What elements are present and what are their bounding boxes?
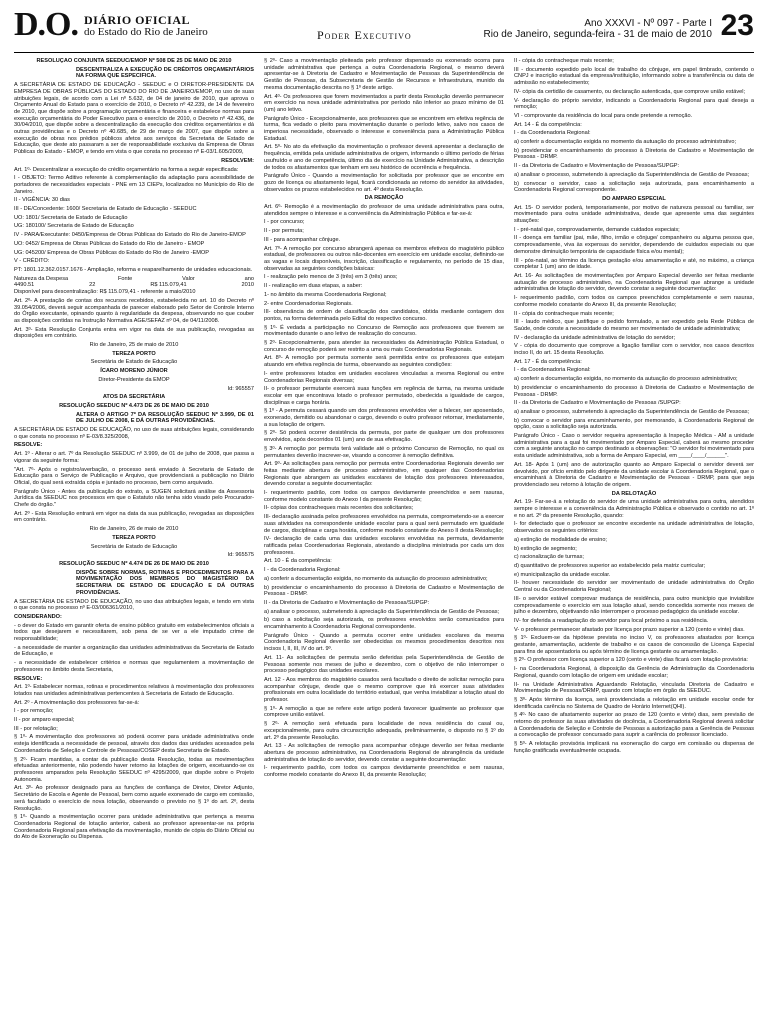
paragraph: § 2º- Só poderá ocorrer desistência da permuta, por parte de qualquer um dos professores envolvidos, após decorridos 01 (um) ano de sua efetivação. xyxy=(264,430,504,444)
paragraph: Art. 5º- No ato da efetivação da movimentação o professor deverá apresentar a declaração de frequência, emitida pela unidade administrativa de origem, informando o último período de férias usufruído e ano de competência, último dia de exercício na Unidade Administrativa, a descrição de todos os afastamentos que tenham em seu histórico de ocorrência e frequência. xyxy=(264,144,504,171)
paragraph: Art. 16- As solicitações de movimentações por Amparo Especial deverão ser feitas mediante autuação de processo administrativo, na Coordenadoria Regional que abrange a unidade administrativa de lotação do servidor, devendo constar a seguinte documentação: xyxy=(514,272,754,293)
paragraph: Rio de Janeiro, 25 de maio de 2010 xyxy=(89,342,179,349)
issue-info xyxy=(484,18,712,40)
paragraph: b) convocar o servidor para encaminhamento, por memorando, à Coordenadoria Regional de opção, caso a solicitação seja autorizada. xyxy=(514,417,754,431)
paragraph: b) providenciar o encaminhamento do processo à Diretoria de Cadastro e Movimentação de Pessoas - DRMP. xyxy=(514,384,754,398)
paragraph: Parágrafo Único - Antes da publicação do extrato, a SUGEN solicitará análise da Assessoria Jurídica da SEEDUC nos processos em que o Estatuto não tenha sido visado pelo Procurador-Chefe do órgão." xyxy=(14,488,254,509)
paragraph: a) conferir a documentação exigida no momento da autuação do processo administrativo; xyxy=(514,139,737,146)
paragraph: DISPÕE SOBRE NORMAS, ROTINAS E PROCEDIMENTOS PARA A MOVIMENTAÇÃO DOS MEMBROS DO MAGISTÉRIO DA SECRETARIA DE ESTADO DE EDUCAÇÃO E DÁ OUTRAS PROVIDÊNCIAS. xyxy=(76,569,254,596)
paragraph: III - documento expedido pelo local de trabalho do cônjuge, em papel timbrado, contendo o CNPJ e inscrição estadual da empresa/instituição, informando sobre a transferência ou data de admissão no estabelecimento; xyxy=(514,66,754,87)
gazette-title: DIÁRIO OFICIAL xyxy=(84,13,191,27)
paragraph: "Art. 7º- Após o registro/averbação, o processo será enviado à Secretaria de Estado de Educação para o Serviço de Publicação e Arquivo, que providenciará a publicação no Diário Oficial, do qual será extraída cópia e juntado no processo, bem como arquivado. xyxy=(14,466,254,486)
paragraph: II - da Diretoria de Cadastro e Movimentação de Pessoas /SUPGP: xyxy=(514,400,681,407)
paragraph: II- cópias dos contracheques mais recentes dos solicitantes; xyxy=(264,505,414,512)
section-heading: TEREZA PORTO xyxy=(112,350,156,357)
paragraph: § 2º- Caso a movimentação pleiteada pelo professor dispensado ou exonerado ocorra para unidade administrativa que pertença a outra Coordenadoria Regional, o mesmo deverá apresentar-se à Diretoria de Cadastro e Movimentação de Pessoas da Superintendência de Gestão de Pessoas, da Subsecretaria de Gestão de Recursos e Infraestrutura, munido da mesma documentação descrita no § 1º deste artigo. xyxy=(264,58,504,91)
paragraph: § 3º- Após término da licença, será providenciada a relotação em unidade escolar onde for identificada carência no Sistema de Quadro de Horário Internet(QHI). xyxy=(514,696,754,710)
paragraph: UG: 180100/ Secretaria de Estado de Educação xyxy=(14,223,134,230)
paragraph: Secretária de Estado de Educação xyxy=(90,543,178,550)
text-column-2 xyxy=(264,58,504,1016)
paragraph: Art. 3º- Ao professor designado para as funções de confiança de Diretor, Diretor Adjunto, Secretário de Escola e Agente de Pessoal, bem como aquele exonerado de cargo em comissão, será facultado o exercício de nova lotação, observando o previsto no § 1º do art. 2º, desta Resolução. xyxy=(14,785,254,812)
paragraph: Art. 13 - As solicitações de remoção para acompanhar cônjuge deverão ser feitas mediante abertura de processo administrativo, na Coordenadoria Regional de abrangência da unidade administrativa de lotação do servidor, devendo constar a seguinte documentação: xyxy=(264,743,504,763)
table-cell: Natureza da Despesa xyxy=(14,275,69,282)
paragraph: Art. 12 - Aos membros do magistério casados será facultado o direito de solicitar remoção para acompanhar cônjuge, desde que o mesmo comprove que irá exercer suas atividades profissionais em outra localidade do território estadual, que venha inviabilizar a lotação atual do professor. xyxy=(264,676,504,704)
paragraph: II - cópia do contracheque mais recente; xyxy=(514,310,614,317)
paragraph: I - da Coordenadoria Regional: xyxy=(264,567,341,574)
paragraph: Secretária de Estado de Educação xyxy=(90,359,178,366)
paragraph: I- entre professores lotados em unidades escolares vinculadas a mesma Regional ou entre Coordenadorias Regionais diversas; xyxy=(264,370,504,384)
table-row xyxy=(14,276,254,283)
table-cell: Valor xyxy=(182,275,195,282)
paragraph: Art. 10 - É da competência: xyxy=(264,558,332,565)
paragraph: RESOLVEM: xyxy=(221,157,254,164)
paragraph: § 1º- Quando a movimentação ocorrer para unidade administrativa que pertença a mesma Coordenadoria Regional de lotação anterior, caberá ao professor apresentar-se na própria Coordenadoria Regional para efetivação da movimentação, munido de cópia do Diário Oficial ou do Ato de Exoneração ou Dispensa. xyxy=(14,814,254,841)
paragraph: II - realização em duas etapas, a saber: xyxy=(264,283,363,290)
paragraph: I - por remoção; xyxy=(14,708,54,715)
paragraph: d) quantitativo de professores superior ao estabelecido pela matriz curricular; xyxy=(514,563,706,569)
paragraph: I - realização pelo menos de 3 (três) em 3 (três) anos; xyxy=(264,274,398,281)
paragraph: § 2º- Ficam mantidas, a contar da publicação desta Resolução, todas as movimentações efetuadas anteriormente, não podendo haver retorno às lotações de origem, excetuando-se os professores amparados pela Resolução SEEDUC nº 4295/2009, que dispõe sobre o Projeto Autonomia. xyxy=(14,756,254,783)
paragraph: I - da Coordenadoria Regional: xyxy=(514,367,591,374)
paragraph: Art. 4º- Os professores que forem movimentados a partir desta Resolução deverão permanecer em exercício na nova unidade administrativa por período não inferior ao prazo mínimo de 01 (um) ano letivo. xyxy=(264,93,504,113)
paragraph: - a necessidade de estabelecer critérios e normas que regulamentem a movimentação de professores no âmbito desta Secretaria, xyxy=(14,660,254,673)
paragraph: Parágrafo Único - Caso o servidor requeira apresentação à Inspeção Médica - AM a unidade administrativa para a qual foi movimentado por Amparo Especial, caberá ao mesmo proceder com a seguinte anotação no campo destinado a observações: "O servidor foi movimentado para esta unidade administrativa, sob a forma de Amparo Especial, em ____/____/______". xyxy=(514,433,754,460)
paragraph: Rio de Janeiro, 26 de maio de 2010 xyxy=(89,526,179,533)
gazette-subtitle: do Estado do Rio de Janeiro xyxy=(84,26,208,38)
paragraph: III- observância de ordem de classificação dos candidatos, obtida mediante contagem dos pontos, na forma determinada pelo Edital do respectivo concurso. xyxy=(264,309,504,322)
paragraph: I - pré-natal que, comprovadamente, demande cuidados especiais; xyxy=(514,226,680,233)
paragraph: II - da Diretoria de Cadastro e Movimentação de Pessoas/SUPGP: xyxy=(514,163,680,170)
paragraph: II- o professor permutante exercerá suas funções em regência de turma, na mesma unidade escolar em que encontrava lotado o professor permutado, obedecida a igualdade de cargos, disciplinas e carga horária. xyxy=(264,386,504,406)
paragraph: I- for detectado que o professor se encontre excedente na unidade administrativa de lotação, observados os seguintes critérios: xyxy=(514,521,754,535)
paragraph: a) extinção de modalidade de ensino; xyxy=(514,536,607,543)
paragraph: Disponível para descentralização: R$ 115.079,41 - referente a maio/2010 xyxy=(14,289,196,296)
paragraph: II - por permuta; xyxy=(264,228,304,235)
paragraph: § 1º- É vedada a participação no Concurso de Remoção aos professores que tiverem se movimentado durante o ano letivo de realização do concurso. xyxy=(264,324,504,338)
paragraph: a) analisar o processo, submetendo à apreciação da Superintendência de Gestão de Pessoas; xyxy=(514,171,750,178)
paragraph: Art. 1º- Estabelecer normas, rotinas e procedimentos relativos à movimentação dos professores lotados nas unidades administrativas pertencentes à Secretaria de Estado de Educação. xyxy=(14,684,254,697)
section-name: Poder Executivo xyxy=(317,28,412,42)
paragraph: Art. 2º- A prestação de contas dos recursos recebidos, estabelecida no art. 10 do Decreto nº 39.054/2006, deverá seguir acompanhada de parecer elaborado pelo Setor de Controle Interno do Órgão executante, opinando quanto à regularidade da despesa, observando no que couber as disposições contidas na Instrução Normativa AGE/SEFAZ nº 04, de 04/11/2008. xyxy=(14,297,254,324)
paragraph: ALTERA O ARTIGO 7º DA RESOLUÇÃO SEEDUC Nº 3.999, DE 01 DE JULHO DE 2008, E DÁ OUTRAS PROVIDÊNCIAS. xyxy=(76,411,254,425)
paragraph: § 2º- A remoção será efetuada para localidade de nova residência do casal ou, excepcionalmente, para outra circunscrição adequada, preliminarmente, o disposto no § 1º do art. 2º da presente Resolução. xyxy=(264,721,504,741)
paragraph: Art. 8º- A remoção por permuta somente será permitida entre os professores que estejam atuando em efetiva regência de turma, observando as seguintes condições: xyxy=(264,355,504,369)
paragraph: PT: 1801.12.362.0157.1676 - Ampliação, reforma e reaparelhamento de unidades educacionais. xyxy=(14,266,253,273)
paragraph: IV - PARA/Executante: 0450/Empresa de Obras Públicas do Estado do Rio de Janeiro-EMOP xyxy=(14,232,246,239)
section-heading: RESOLUÇÃO CONJUNTA SEEDUC/EMOP Nº 508 DE 25 DE MAIO DE 2010 xyxy=(36,58,232,64)
paragraph: b) providenciar o encaminhamento do processo à Diretoria de Cadastro e Movimentação de Pessoas - DRMP. xyxy=(514,147,754,161)
paragraph: III- declaração assinada pelos professores envolvidos na permuta, comprometendo-se a exercer suas atividades na correspondente unidade escolar para a qual será permutado em igualdade de cargos, disciplinas e carga horária, conforme modelo constante do Anexo II desta Resolução; xyxy=(264,514,504,534)
paragraph: Diretor-Presidente da EMOP xyxy=(98,376,170,383)
paragraph: b) convocar o servidor, caso a solicitação seja autorizada, para encaminhamento a Coordenadoria Regional correspondente. xyxy=(514,180,754,194)
paragraph: RESOLVE: xyxy=(14,675,43,682)
paragraph: II - por amparo especial; xyxy=(14,717,75,724)
text-column-1 xyxy=(14,58,254,1016)
paragraph: II - da Diretoria de Cadastro e Movimentação de Pessoas/SUPGP: xyxy=(264,599,430,606)
paragraph: Parágrafo Único - Excepcionalmente, aos professores que se encontrem em efetiva regência de turma, fica vedado o pleito para movimentação durante o período letivo, salvo nos casos de imperiosa necessidade, observado o interesse e conveniência para a Administração Pública Estadual. xyxy=(264,115,504,142)
paragraph: § 4º- No caso de afastamento superior ao prazo de 120 (cento e vinte) dias, sem previsão de retorno do professor às suas atividades de docência, a Coordenadoria Regional deverá solicitar à Coordenadoria de Seleção e Controle de Pessoas a autorização para a Gerência de Pessoas a convocação de professor concursado para suprir a carência do professor licenciado. xyxy=(514,712,754,739)
paragraph: Id: 965557 xyxy=(227,385,254,392)
section-heading: TEREZA PORTO xyxy=(112,534,156,541)
paragraph: § 1º- Excluem-se da hipótese prevista no inciso V, os professores afastados por licença gestante, amamentação, acidente de trabalho e os casos de concessão de Licença Especial para fins de aposentadoria ou após término de licença gestante ou amamentação. xyxy=(514,635,754,655)
paragraph: 1- no âmbito da mesma Coordenadoria Regional; xyxy=(264,291,387,298)
paragraph: Parágrafo Único - Quando a movimentação for solicitada por professor que se encontre em gozo de licença ou afastamento legal, ficará condicionada ao retorno do servidor às atividades, observados os prazos estabelecidos no art. 4º desta Resolução. xyxy=(264,173,504,193)
paragraph: I- requerimento padrão, com todos os campos devidamente preenchidos e sem rasuras, conforme modelo constante do Anexo III, da presente Resolução; xyxy=(264,765,504,779)
paragraph: II - cópia do contracheque mais recente; xyxy=(514,58,614,64)
paragraph: III- o servidor estável comprovar mudança de residência, para outro município que inviabilize comprovadamente o exercício em sua lotação atual, sendo concedida somente nos meses de julho e dezembro, objetivando não interromper o processo pedagógico da unidade escolar. xyxy=(514,595,754,616)
paragraph: A SECRETÁRIA DE ESTADO DE EDUCAÇÃO, no uso das atribuições legais, e tendo em vista o que consta no processo nº E-03/006361/2010, xyxy=(14,598,254,612)
section-heading: DO AMPARO ESPECIAL xyxy=(602,195,666,202)
paragraph: Art. 2º - Esta Resolução entrará em vigor na data da sua publicação, revogadas as disposições em contrário. xyxy=(14,510,254,524)
page-number: 23 xyxy=(720,9,754,42)
paragraph: UO: 0452/ Empresa de Obras Públicas do Estado do Rio de Janeiro - EMOP xyxy=(14,240,205,247)
section-heading: ÍCARO MORENO JÚNIOR xyxy=(100,368,168,375)
paragraph: IV- cópia da certidão de casamento, ou declaração autenticada, que comprove união estável; xyxy=(514,88,746,95)
logo: D.O. xyxy=(14,6,78,43)
paragraph: V - CRÉDITO: xyxy=(14,258,50,265)
table-cell: 4490.51 xyxy=(14,282,35,289)
section-heading: DA RELOTAÇÃO xyxy=(611,490,657,497)
paragraph: DESCENTRALIZA A EXECUÇÃO DE CRÉDITOS ORÇAMENTÁRIOS NA FORMA QUE ESPECIFICA. xyxy=(76,66,254,80)
paragraph: e) municipalização da unidade escolar. xyxy=(514,571,611,578)
issue-date: Rio de Janeiro, segunda-feira - 31 de maio de 2010 xyxy=(483,29,712,40)
paragraph: c) racionalização de turmas; xyxy=(514,554,584,561)
paragraph: II- houver necessidade do servidor ser movimentado de unidade administrativa do Órgão Central ou da Coordenadoria Regional; xyxy=(514,580,754,594)
paragraph: Art. 11- As solicitações de permuta serão deferidas pela Superintendência de Gestão de Pessoas somente nos meses de julho e dezembro, com o objetivo de não interromper o processo pedagógico das unidades escolares. xyxy=(264,654,504,675)
paragraph: a) conferir a documentação exigida, no momento da autuação do processo administrativo; xyxy=(514,376,738,383)
paragraph: § 1º- A movimentação dos professores só poderá ocorrer para unidade administrativa onde esteja identificada a necessidade de pessoal, através dos dados das unidades acessados pela Coordenadoria de Seleção e Controle de Pessoas/COSEP desta Secretaria de Estado. xyxy=(14,734,254,754)
paragraph: Art. 6º- Remoção é a movimentação do professor de uma unidade administrativa para outra, atendidos sempre o interesse e a conveniência da Administração Pública e far-se-á: xyxy=(264,204,504,217)
table-row xyxy=(14,282,254,289)
section-heading: ATOS DA SECRETÁRIA xyxy=(102,394,166,401)
paragraph: b) extinção de segmento; xyxy=(514,545,577,552)
paragraph: § 1º- A remoção a que se refere este artigo poderá favorecer igualmente ao professor que comprove união estável. xyxy=(264,705,504,719)
paragraph: IV- for deferida a readaptação do servidor para local próximo a sua residência. xyxy=(514,617,709,624)
paragraph: § 2º- O professor com licença superior a 120 (cento e vinte) dias ficará com lotação provisória: xyxy=(514,657,748,664)
paragraph: VI - comprovante da residência do local para onde pretende a remoção. xyxy=(514,112,693,119)
paragraph: III - laudo médico, que justifique o pedido formulado, a ser expedido pela Rede Pública de Saúde, onde conste a necessidade do mesmo ser movimentado de unidade administrativa; xyxy=(514,319,754,332)
section-heading: DA REMOÇÃO xyxy=(364,195,404,202)
paragraph: Parágrafo Único - Quando a permuta ocorrer entre unidades escolares da mesma Coordenadoria Regional deverão ser obedecidas os mesmos procedimentos descritos nos incisos I, II, III, IV do art. 9º. xyxy=(264,632,504,653)
paragraph: Art. 7º- A remoção por concurso abrangerá apenas os membros efetivos do magistério público estadual, de professores ou outros não-docentes em exercício em unidade escolar, definindo-se as vagas e locais disponíveis, inscrição, classificação e regulamento, no período de 15 dias, observadas as seguintes condições básicas: xyxy=(264,245,504,272)
paragraph: Art. 2º - A movimentação dos professores far-se-á: xyxy=(14,699,140,706)
paragraph: II- na Unidade Administrativa Aguardando Relotação, vinculada Diretoria de Cadastro e Movimentação de Pessoas/DRMP, quando com lotação em órgão da SEEDUC. xyxy=(514,681,754,695)
paragraph: CONSIDERANDO: xyxy=(14,613,62,620)
paragraph: V- declaração do próprio servidor, indicando a Coordenadoria Regional para qual deseja a remoção; xyxy=(514,97,754,111)
paragraph: Art. 14 - É da competência: xyxy=(514,121,582,128)
paragraph: I- requerimento padrão, com todos os campos devidamente preenchidos e sem rasuras, conforme modelo constante do Anexo I da presente Resolução; xyxy=(264,490,504,503)
paragraph: A SECRETÁRIA DE ESTADO DE EDUCAÇÃO, no uso de suas atribuições legais, considerando o que consta no processo nº E-03/8.325/2008, xyxy=(14,427,254,440)
issue-number: Ano XXXVI - Nº 097 - Parte I xyxy=(584,18,712,29)
paragraph: IV - declaração da unidade administrativa de lotação do servidor; xyxy=(514,334,676,341)
paragraph: § 3º- A remoção por permuta terá validade até o próximo Concurso de Remoção, no qual os permutantes deverão inscrever-se, visando a concorrer à remoção definitiva. xyxy=(264,445,504,459)
table-cell: Fonte xyxy=(117,275,133,282)
paragraph: § 1º - A permuta cessará quando um dos professores envolvidos vier a falecer, ser aposentado, exonerado, demitido ou abandonar o cargo, devendo o outro professor retornar, imediatamente, a sua lotação de origem. xyxy=(264,408,504,428)
paragraph: b) providenciar o encaminhamento do processo à Diretoria de Cadastro e Movimentação de Pessoas - DRMP. xyxy=(264,584,504,598)
paragraph: I- na Coordenadoria Regional, à disposição da Gerência de Administração da Coordenadoria Regional, quando com lotação de origem em unidade escolar; xyxy=(514,666,754,679)
paragraph: b) caso a solicitação seja autorizada, os professores envolvidos serão comunicados para encaminhamento à Coordenadoria Regional correspondente. xyxy=(264,617,504,631)
paragraph: I- requerimento padrão, com todos os campos preenchidos completamente e sem rasuras, conforme modelo constante do Anexo III, da presente Resolução; xyxy=(514,295,754,308)
paragraph: Art. 18- Após 1 (um) ano de autorização quanto ao Amparo Especial o servidor deverá ser devolvido, por ofício emitido pelo dirigente da unidade escolar à Coordenadoria Regional, que o encaminhará à Diretoria de Cadastro e Movimentação de Pessoas - DRMP, para que seja providenciado seu retorno à lotação de origem. xyxy=(514,461,754,488)
section-heading: RESOLUÇÃO SEEDUC Nº 4.473 DE 26 DE MAIO DE 2010 xyxy=(59,402,209,409)
columns xyxy=(14,58,754,1016)
paragraph: Art. 9º- As solicitações para remoção por permuta entre Coordenadorias Regionais deverão ser feitas mediante abertura de processo administrativo, em qualquer das Coordenadorias Regionais que abrangem as unidades escolares de lotação dos professores interessados, devendo constar a seguinte documentação: xyxy=(264,461,504,488)
paragraph: I - da Coordenadoria Regional: xyxy=(514,130,591,137)
paragraph: Art. 1º- Descentralizar a execução do crédito orçamentário na forma a seguir especificada: xyxy=(14,166,239,173)
paragraph: a) conferir a documentação exigida, no momento da autuação do processo administrativo; xyxy=(264,575,488,582)
paragraph: Art. 19- Far-se-á a relotação do servidor de uma unidade administrativa para outra, atendidos sempre o interesse e a conveniência da Administração Pública e observado o contido no art. 1º e no art. 2º da presente Resolução, quando: xyxy=(514,499,754,519)
paragraph: Art. 1º - Alterar o art. 7º da Resolução SEEDUC nº 3.999, de 01 de julho de 2008, que passa a vigorar da seguinte forma: xyxy=(14,451,254,464)
paragraph: I - OBJETO: Termo Aditivo referente à complementação da adaptação para acessibilidade de portadores de necessidades especiais - PNE em 13 CIEPs, localizados no Município do Rio de Janeiro. xyxy=(14,175,254,195)
table-cell: 22 xyxy=(89,282,96,289)
paragraph: Art. 3º- Esta Resolução Conjunta entra em vigor na data de sua publicação, revogadas as disposições em contrário. xyxy=(14,326,254,340)
text-column-3 xyxy=(514,58,754,1016)
paragraph: I - por concurso; xyxy=(264,219,305,226)
paragraph: a) analisar o processo, submetendo à apreciação da Superintendência de Gestão de Pessoas; xyxy=(264,608,500,615)
section-heading: RESOLUÇÃO SEEDUC Nº 4.474 DE 26 DE MAIO DE 2010 xyxy=(59,561,209,567)
paragraph: III - DE/Concedente: 1600/ Secretaria de Estado de Educação - SEEDUC xyxy=(14,206,197,213)
paragraph: III - para acompanhar cônjuge. xyxy=(264,236,341,243)
table-cell: ano xyxy=(244,275,254,282)
paragraph: III - por relotação; xyxy=(14,725,58,732)
paragraph: V- o professor permanecer afastado por licença por prazo superior a 120 (cento e vinte) dias. xyxy=(514,626,745,633)
paragraph: A SECRETÁRIA DE ESTADO DE EDUCAÇÃO - SEEDUC e O DIRETOR-PRESIDENTE DA EMPRESA DE OBRAS PÚBLICAS DO ESTADO DO RIO DE JANEIRO/EMOP, no uso de suas atribuições legais, de acordo com a Lei nº 5.632, de 04 de janeiro de 2010, que aprova o Orçamento Anual do Estado para o exercício de 2010, o Decreto nº 42.239, de 14 de fevereiro de 2010, que dispõe sobre a programação orçamentária e financeira e estabelece normas para execução orçamentária do Poder Executivo para o exercício de 2010, o Decreto nº 42.436, de 30/04/2010, que dispõe sobre a descentralização da execução dos créditos orçamentários e dá outras providências e o Decreto nº 40.685, de 29 de março de 2007, que dispõe sobre a execução de obras nos prédios públicos afetos aos serviços da Secretaria de Estado de Educação, que deste ato passaram a ser de responsabilidade exclusiva da Empresa de Obras Públicas do Estado - EMOP, e tendo em vista o que consta no processo nº E-03/1.605/2009, xyxy=(14,82,254,156)
paragraph: - o dever do Estado em garantir oferta de ensino público gratuito em estabelecimentos oficiais a todos que desejarem e necessitarem, sob pena de se ver a ele imputado crime de responsabilidade; xyxy=(14,622,254,643)
paragraph: a) analisar o processo, submetendo à apreciação da Superintendência de Gestão de Pessoas; xyxy=(514,408,750,415)
paragraph: § 5º- A relotação provisória implicará na exoneração do cargo em comissão ou dispensa de função gratificada eventualmente ocupada. xyxy=(514,741,754,754)
table-cell: 2010 xyxy=(241,282,254,289)
paragraph: II - VIGÊNCIA: 30 dias xyxy=(14,197,70,204)
paragraph: UO: 1801/ Secretaria de Estado de Educação xyxy=(14,214,128,221)
paragraph: RESOLVE: xyxy=(14,442,43,449)
paragraph: Id: 965575 xyxy=(227,552,254,559)
paragraph: IV- declaração de cada uma das unidades escolares envolvidas na permuta, devidamente ratificada pelas Coordenadorias Regionais, atestando a disciplina ministrada por cada um dos professores. xyxy=(264,536,504,556)
table-cell: R$ 115.079,41 xyxy=(150,282,187,289)
paragraph: UG: 045200/ Empresa de Obras Públicas do Estado do Rio de Janeiro -EMOP xyxy=(14,249,209,256)
paragraph: - a necessidade de manter a organização das unidades administrativas da Secretaria de Estado de Educação, e xyxy=(14,644,254,658)
masthead-header xyxy=(14,8,754,53)
paragraph: II - doença em familiar (pai, mãe, filho, irmão e cônjuge/ companheiro ou alguma pessoa que, comprovadamente, viva às expensas do servidor, dependendo de cuidados especiais ou que demonstre diminuição temporária de capacidade física e/ou mental); xyxy=(514,235,754,255)
masthead-title xyxy=(84,14,208,38)
paragraph: Art. 15- O servidor poderá, temporariamente, por motivo de natureza pessoal ou familiar, ser movimentado para outra unidade administrativa, desde que apresente uma das seguintes situações: xyxy=(514,204,754,225)
paragraph: III - pós-natal, ao término da licença gestação e/ou amamentação e até, no máximo, a criança completar 1 (um) ano de idade. xyxy=(514,257,754,271)
paragraph: § 2º- Excepcionalmente, para atender às necessidades da Administração Pública Estadual, o concurso de remoção poderá ser restrito a uma ou mais Coordenadorias Regionais. xyxy=(264,340,504,353)
paragraph: Art. 17 - É da competência: xyxy=(514,358,582,365)
paragraph: V - cópia do documento que comprove a ligação familiar com o servidor, nos casos descritos inciso II, do art. 15 desta Resolução. xyxy=(514,343,754,357)
paragraph: 2- entre Coordenadorias Regionais. xyxy=(264,300,353,307)
